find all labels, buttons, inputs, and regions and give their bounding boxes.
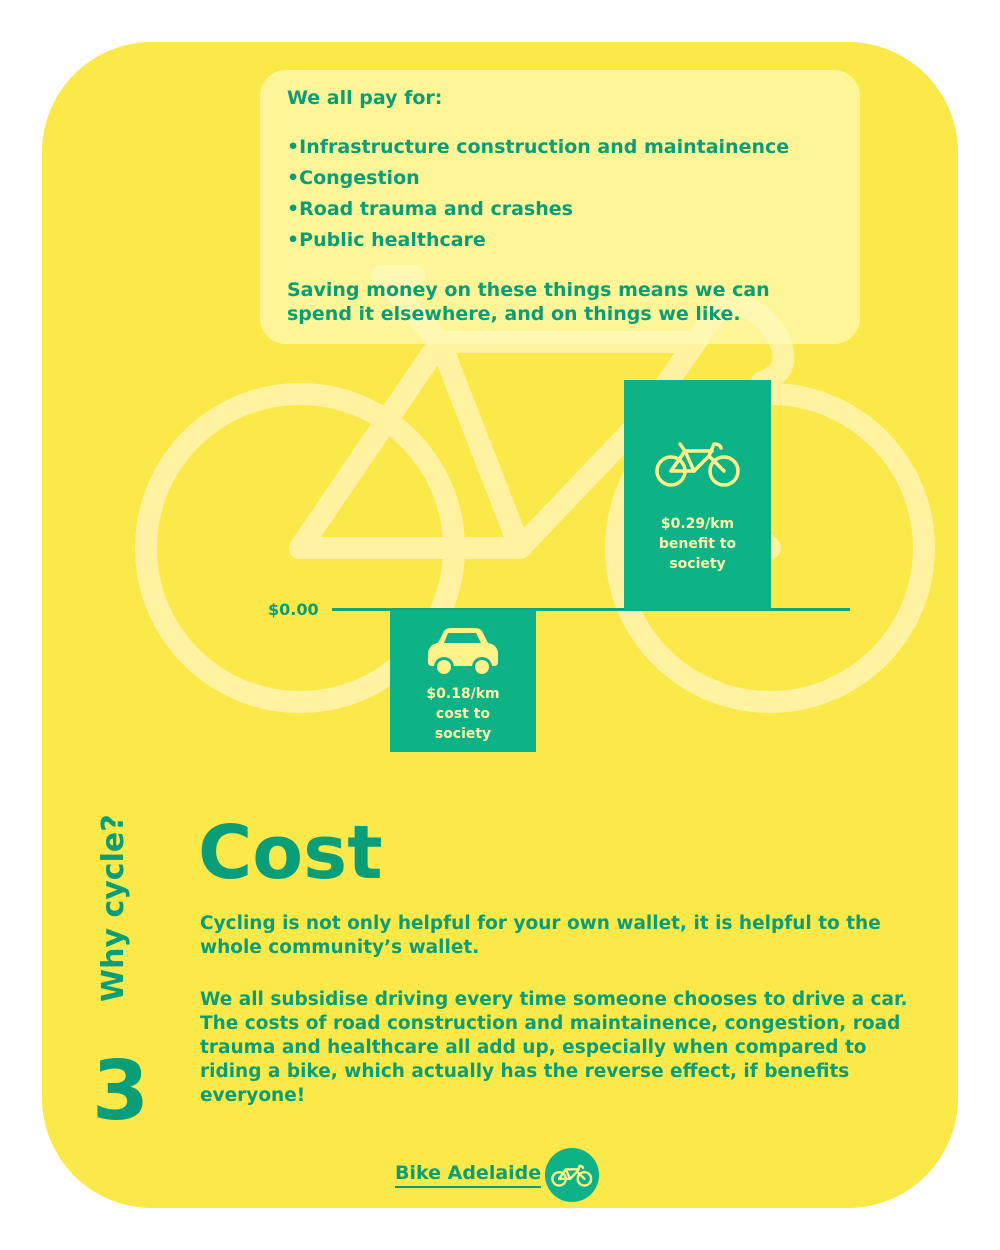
list-item: • Congestion (287, 163, 836, 194)
brand-footer[interactable] (395, 1148, 599, 1202)
cost-bar (390, 610, 536, 752)
why-cycle-label: Why cycle? (96, 814, 131, 1002)
saving-note: Saving money on these things means we can spend it elsewhere, and on things we like. (287, 279, 770, 325)
brand-name[interactable]: Bike Adelaide (395, 1162, 541, 1188)
benefit-caption: benefit to (658, 536, 737, 552)
brand-logo (545, 1148, 599, 1202)
detail-paragraph: We all subsidise driving every time someone chooses to drive a car. The costs of road construction and maintainence, congestion, road trauma and healthcare all add up, especially when compared to riding a bike, which actually has the reverse effect, if benefits everyone! (200, 989, 908, 1106)
cost-caption: cost to (435, 706, 491, 722)
intro-paragraph: Cycling is not only helpful for your own wallet, it is helpful to the whole community’s wallet. (200, 913, 881, 958)
info-box (260, 70, 860, 344)
benefit-caption-2: society (669, 556, 726, 572)
page-title: Cost (198, 810, 383, 896)
list-item: • Road trauma and crashes (287, 194, 836, 225)
baseline-label: $0.00 (268, 600, 319, 619)
benefit-bar (624, 380, 771, 610)
cost-caption-2: society (434, 726, 492, 742)
cost-list (287, 132, 836, 256)
benefit-value: $0.29/km (660, 516, 735, 532)
list-item: • Infrastructure construction and maintainence (287, 132, 836, 163)
cost-value: $0.18/km (426, 686, 500, 702)
list-item: • Public healthcare (287, 225, 836, 256)
car-icon (420, 626, 506, 678)
bicycle-icon (551, 1163, 593, 1187)
poster-card (42, 42, 958, 1208)
bicycle-icon (654, 438, 742, 488)
side-tag (82, 802, 162, 1139)
section-number: 3 (92, 1044, 150, 1139)
info-heading: We all pay for: (287, 87, 443, 109)
